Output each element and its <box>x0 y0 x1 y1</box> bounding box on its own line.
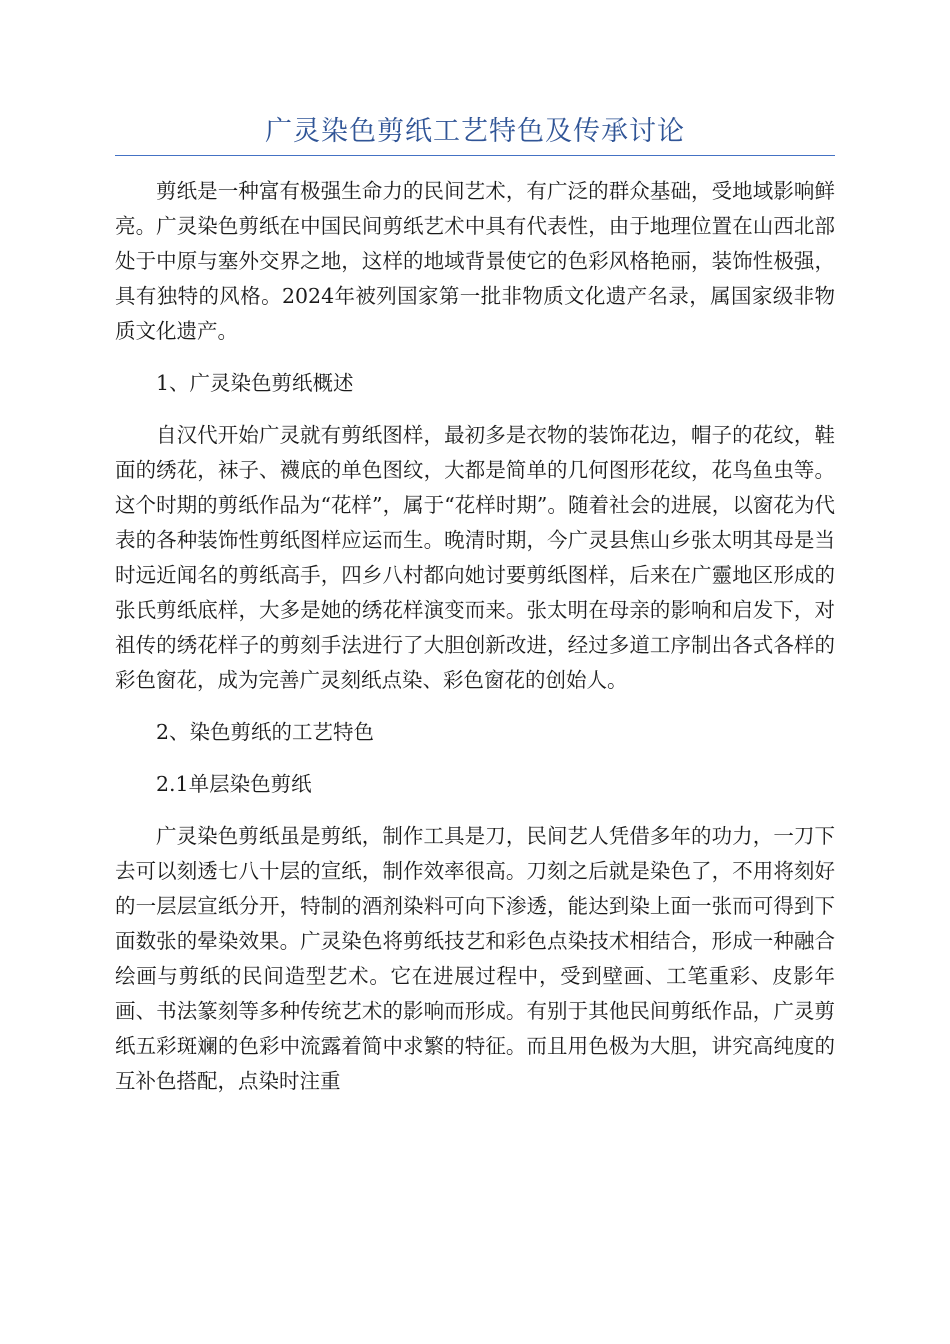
document-body <box>115 174 835 1116</box>
section-heading-craft: 2、染色剪纸的工艺特色 <box>156 720 375 744</box>
paragraph-history: 自汉代开始广灵就有剪纸图样，最初多是衣物的装饰花边，帽子的花纹，鞋面的绣花，袜子、襪底的单色图纹，大都是简单的几何图形花纹，花鸟鱼虫等。这个时期的剪纸作品为“花样”，属于“花样时期”。随着社会的进展，以窗花为代表的各种装饰性剪纸图样应运而生。晚清时期，今广灵县焦山乡张太明其母是当时远近闻名的剪纸高手，四乡八村都向她讨要剪纸图样，后来在广靈地区形成的张氏剪纸底样，大多是她的绣花样演变而来。张太明在母亲的影响和启发下，对祖传的绣花样子的剪刻手法进行了大胆创新改进，经过多道工序制出各式各样的彩色窗花，成为完善广灵刻纸点染、彩色窗花的创始人。 <box>115 423 835 692</box>
section-heading-overview: 1、广灵染色剪纸概述 <box>156 371 354 395</box>
title-underline <box>115 155 835 156</box>
paragraph-intro: 剪纸是一种富有极强生命力的民间艺术，有广泛的群众基础，受地域影响鲜亮。广灵染色剪纸在中国民间剪纸艺术中具有代表性，由于地理位置在山西北部处于中原与塞外交界之地，这样的地域背景使它的色彩风格艳丽，装饰性极强，具有独特的风格。2024年被列国家第一批非物质文化遗产名录，属国家级非物质文化遗产。 <box>115 179 835 343</box>
paragraph-single-layer: 广灵染色剪纸虽是剪纸，制作工具是刀，民间艺人凭借多年的功力，一刀下去可以刻透七八十层的宣纸，制作效率很高。刀刻之后就是染色了，不用将刻好的一层层宣纸分开，特制的酒剂染料可向下渗透，能达到染上面一张而可得到下面数张的晕染效果。广灵染色将剪纸技艺和彩色点染技术相结合，形成一种融合绘画与剪纸的民间造型艺术。它在进展过程中，受到壁画、工笔重彩、皮影年画、书法篆刻等多种传统艺术的影响而形成。有别于其他民间剪纸作品，广灵剪纸五彩斑斓的色彩中流露着简中求繁的特征。而且用色极为大胆，讲究高纯度的互补色搭配，点染时注重 <box>115 824 835 1093</box>
document-title: 广灵染色剪纸工艺特色及传承讨论 <box>265 116 685 147</box>
subsection-heading-single-layer: 2.1单层染色剪纸 <box>156 772 312 796</box>
